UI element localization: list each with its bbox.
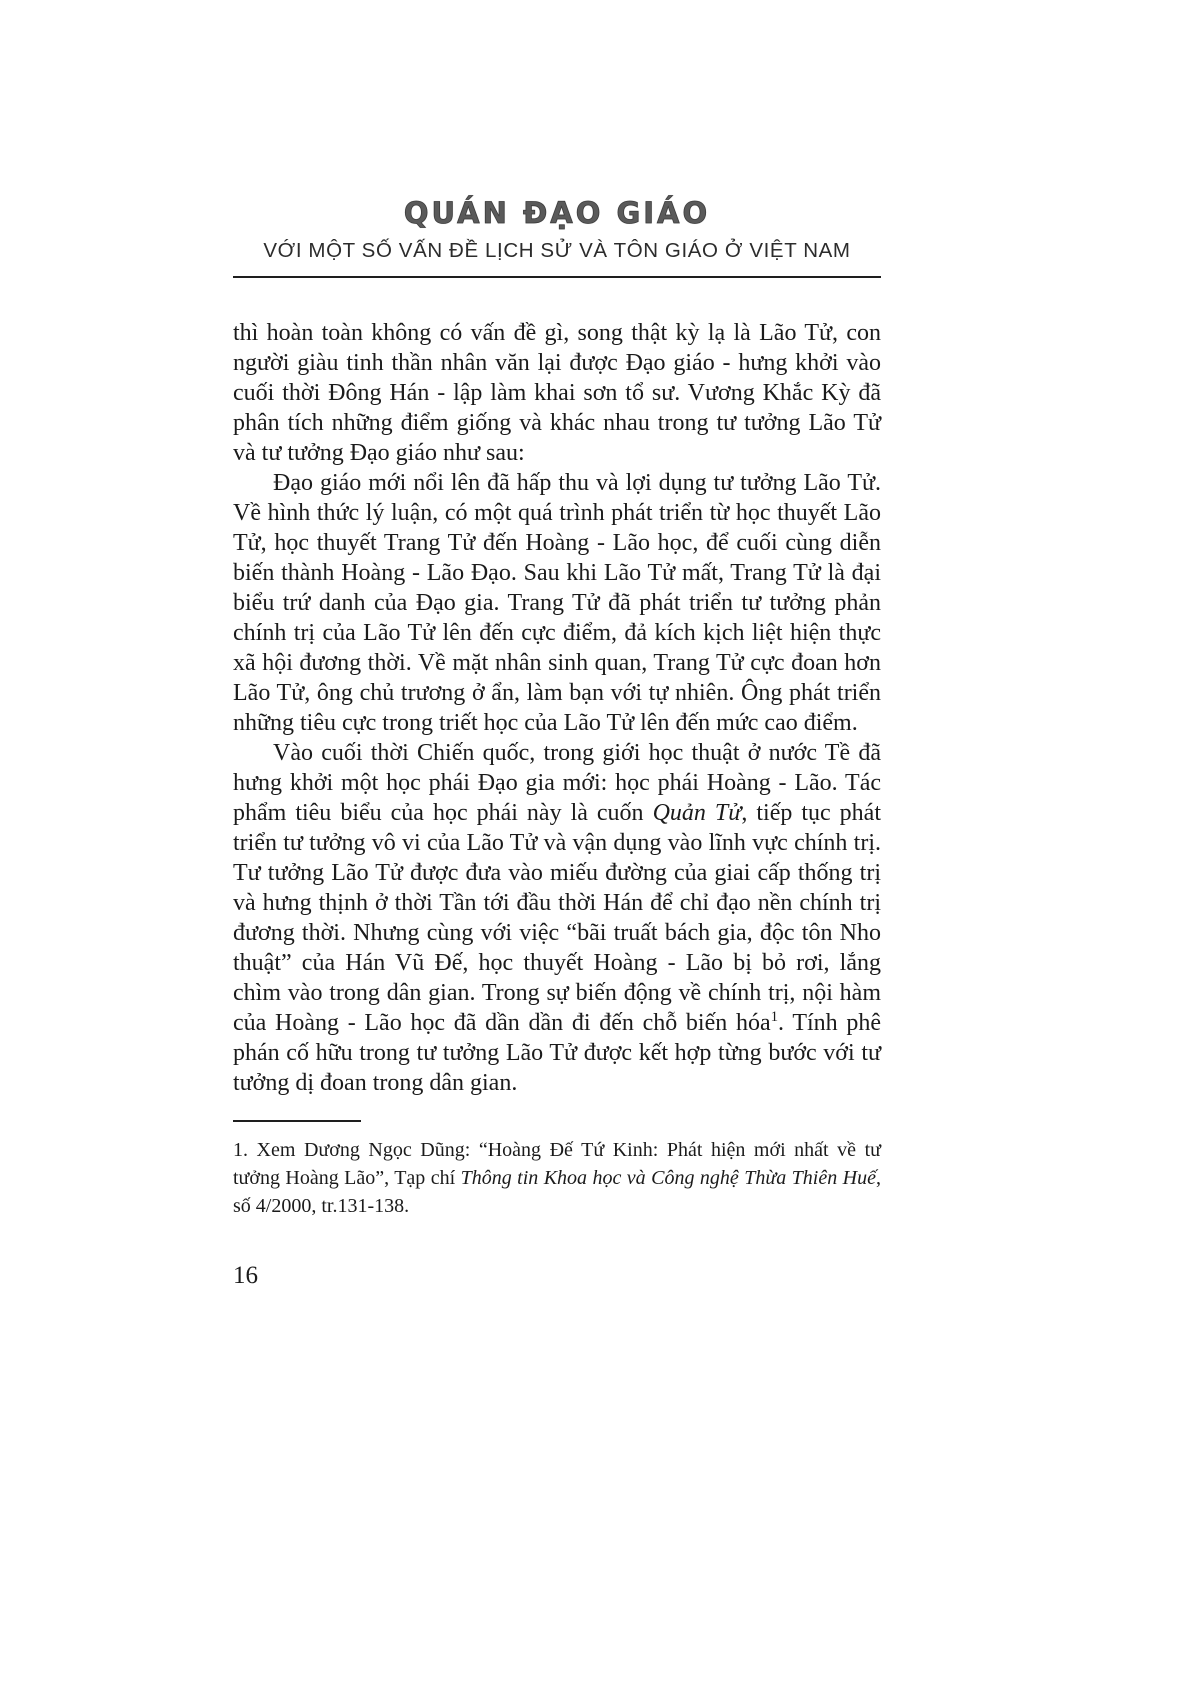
paragraph-3	[233, 738, 881, 1098]
book-subtitle: VỚI MỘT SỐ VẤN ĐỀ LỊCH SỬ VÀ TÔN GIÁO Ở VIỆT NAM	[263, 239, 851, 262]
page-number: 16	[233, 1262, 258, 1289]
paragraph-2: Đạo giáo mới nổi lên đã hấp thu và lợi dụng tư tưởng Lão Tử. Về hình thức lý luận, có một quá trình phát triển từ học thuyết Lão Tử, học thuyết Trang Tử đến Hoàng - Lão học, để cuối cùng diễn biến thành Hoàng - Lão Đạo. Sau khi Lão Tử mất, Trang Tử là đại biểu trứ danh của Đạo gia. Trang Tử đã phát triển tư tưởng phản chính trị của Lão Tử lên đến cực điểm, đả kích kịch liệt hiện thực xã hội đương thời. Về mặt nhân sinh quan, Trang Tử cực đoan hơn Lão Tử, ông chủ trương ở ẩn, làm bạn với tự nhiên. Ông phát triển những tiêu cực trong triết học của Lão Tử lên đến mức cao điểm.	[233, 470, 881, 736]
paragraph-3-text: Vào cuối thời Chiến quốc, trong giới học thuật ở nước Tề đã hưng khởi một học phái Đạo gia mới: học phái Hoàng - Lão. Tác phẩm tiêu biểu của học phái này là cuốn	[233, 740, 881, 826]
body-text	[233, 318, 881, 1098]
page-content	[233, 196, 881, 1315]
journal-title-italic: Thông tin Khoa học và Công nghệ Thừa Thiên Huế	[460, 1167, 876, 1189]
footnote-reference-mark: 1	[770, 1009, 779, 1025]
page-header	[233, 196, 881, 278]
footnote-separator	[233, 1120, 361, 1122]
paragraph-1: thì hoàn toàn không có vấn đề gì, song thật kỳ lạ là Lão Tử, con người giàu tinh thần nhân văn lại được Đạo giáo - hưng khởi vào cuối thời Đông Hán - lập làm khai sơn tổ sư. Vương Khắc Kỳ đã phân tích những điểm giống và khác nhau trong tư tưởng Lão Tử và tư tưởng Đạo giáo như sau:	[233, 320, 881, 466]
book-title: QUÁN ĐẠO GIÁO	[403, 196, 711, 230]
footnote-text: , số 4/2000, tr.131-138.	[233, 1167, 881, 1217]
header-rule	[233, 239, 881, 278]
paragraph-3-text: . Tính phê phán cố hữu trong tư tưởng Lão Tử được kết hợp từng bước với tư tưởng dị đoan trong dân gian.	[233, 1010, 882, 1096]
footnote-text: 1. Xem Dương Ngọc Dũng: “Hoàng Đế Tứ Kinh: Phát hiện mới nhất về tư tưởng Hoàng Lão”, Tạp chí	[233, 1139, 881, 1189]
paragraph-3-text: , tiếp tục phát triển tư tưởng vô vi của Lão Tử và vận dụng vào lĩnh vực chính trị. Tư tưởng Lão Tử được đưa vào miếu đường của giai cấp thống trị và hưng thịnh ở thời Tần tới đầu thời Hán để chỉ đạo nền chính trị đương thời. Nhưng cùng với việc “bãi truất bách gia, độc tôn Nho thuật” của Hán Vũ Đế, học thuyết Hoàng - Lão bị bỏ rơi, lắng chìm vào trong dân gian. Trong sự biến động về chính trị, nội hàm của Hoàng - Lão học đã dần dần đi đến chỗ biến hóa	[233, 800, 881, 1036]
footnote	[233, 1136, 881, 1220]
book-title-italic: Quản Tử	[652, 800, 742, 826]
